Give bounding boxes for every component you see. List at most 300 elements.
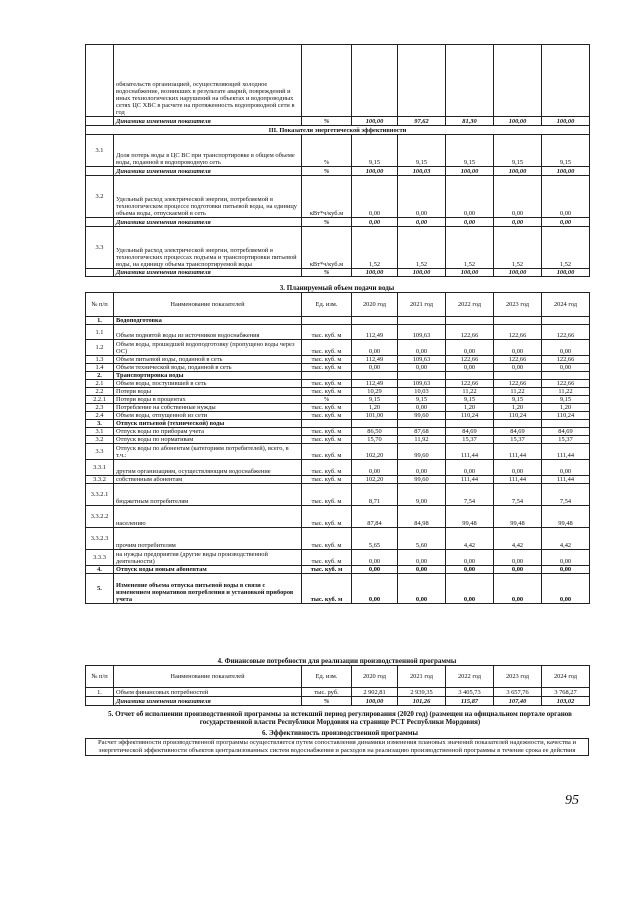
value-2023: 3 657,76	[494, 688, 542, 697]
row-number: 3.	[86, 420, 114, 428]
row-unit: тыс. куб. м	[302, 574, 352, 604]
row-name: Отпуск воды по абонентам (категориям потребителей), всего, в т.ч.:	[114, 444, 302, 460]
col-unit-header: Ед. изм.	[302, 293, 352, 317]
value-2021: 100,00	[398, 269, 446, 277]
section5-title: 5. Отчет об исполнении производственной программы за истекший период регулирования (2020 год) (размещен на официальном портале органов государственной власти Республики Мордовия на странице РСТ Республики Мордовия)	[108, 710, 572, 726]
value-2021: 9,15	[398, 135, 446, 167]
indicators-table-continued	[85, 44, 590, 277]
row-unit: %	[302, 117, 352, 126]
row-number: 3.2	[86, 176, 114, 218]
value-2020: 5,65	[352, 528, 398, 550]
value-2024: 99,48	[542, 506, 590, 528]
row-name: Объем поднятой воды из источников водоснабжения	[114, 325, 302, 340]
value-2022: 0,00	[446, 550, 494, 566]
value-2021: 2 939,35	[398, 688, 446, 697]
value-2020: 15,70	[352, 436, 398, 444]
col-2022-header: 2022 год	[446, 293, 494, 317]
value-2023: 0,00	[494, 218, 542, 227]
table-row	[86, 436, 590, 444]
value-2020: 0,00	[352, 340, 398, 356]
value-2024: 111,44	[542, 476, 590, 484]
row-name: другим организациям, осуществляющим водоснабжение	[114, 460, 302, 476]
value-2021: 0,00	[398, 340, 446, 356]
value-2023: 100,00	[494, 167, 542, 176]
value-2020: 0,00	[352, 566, 398, 574]
col-2020-header: 2020 год	[352, 293, 398, 317]
row-number: 2.2	[86, 388, 114, 396]
row-name: Доля потерь воды в ЦС ВС при транспортировке в общем объеме воды, поданной в водопроводную сеть	[114, 135, 302, 167]
value-2022: 9,15	[446, 135, 494, 167]
table-row	[86, 372, 590, 380]
row-unit: кВт*ч/куб.м	[302, 176, 352, 218]
value-2022: 0,00	[446, 460, 494, 476]
value-2024: 122,66	[542, 356, 590, 364]
value-2022: 0,00	[446, 364, 494, 372]
value-2020: 100,00	[352, 117, 398, 126]
value-2024: 0,00	[542, 550, 590, 566]
table-row	[86, 550, 590, 566]
value-2023: 0,00	[494, 460, 542, 476]
table-row	[86, 269, 590, 277]
value-2020: 87,84	[352, 506, 398, 528]
value-2020: 10,29	[352, 388, 398, 396]
table-row	[86, 484, 590, 506]
value-2024	[542, 317, 590, 325]
value-2020: 0,00	[352, 550, 398, 566]
row-name: Объем технической воды, поданной в сеть	[114, 364, 302, 372]
value-2021	[398, 45, 446, 117]
value-2020: 100,00	[352, 269, 398, 277]
table-row	[86, 528, 590, 550]
row-name: Динамика изменения показателя	[114, 167, 302, 176]
col-2022-header: 2022 год	[446, 666, 494, 688]
row-number: 3.1	[86, 135, 114, 167]
row-name: Динамика изменения показателя	[114, 218, 302, 227]
row-number	[86, 218, 114, 227]
row-unit: тыс. куб. м	[302, 380, 352, 388]
col-2021-header: 2021 год	[398, 293, 446, 317]
row-unit: тыс. куб. м	[302, 364, 352, 372]
row-unit	[302, 420, 352, 428]
row-name: Отпуск воды по приборам учета	[114, 428, 302, 436]
value-2020	[352, 420, 398, 428]
table-row	[86, 460, 590, 476]
row-name: Удельный расход электрической энергии, потребляемой в технологическом процессе подготовки питьевой воды, на единицу объема воды, отпускаемой в сеть	[114, 176, 302, 218]
value-2023: 122,66	[494, 325, 542, 340]
value-2021	[398, 317, 446, 325]
col-num-header: № п/п	[86, 666, 114, 688]
value-2024: 122,66	[542, 380, 590, 388]
value-2022: 84,69	[446, 428, 494, 436]
row-number: 2.2.1	[86, 396, 114, 404]
table-row	[86, 412, 590, 420]
row-name: Потери воды в процентах	[114, 396, 302, 404]
row-unit: тыс. куб. м	[302, 506, 352, 528]
row-unit: тыс. куб. м	[302, 550, 352, 566]
value-2021: 0,00	[398, 460, 446, 476]
value-2020: 102,20	[352, 476, 398, 484]
table-row	[86, 356, 590, 364]
row-unit: тыс. куб. м	[302, 476, 352, 484]
value-2020: 112,49	[352, 356, 398, 364]
table-row	[86, 404, 590, 412]
value-2024: 0,00	[542, 364, 590, 372]
value-2024: 3 768,27	[542, 688, 590, 697]
value-2023: 0,00	[494, 574, 542, 604]
value-2020: 101,00	[352, 412, 398, 420]
col-2023-header: 2023 год	[494, 666, 542, 688]
value-2020: 86,50	[352, 428, 398, 436]
value-2023: 9,15	[494, 135, 542, 167]
row-name: Отпуск питьевой (технической) воды	[114, 420, 302, 428]
table-row	[86, 45, 590, 117]
table-row	[86, 227, 590, 269]
value-2021: 0,00	[398, 364, 446, 372]
row-name: обязательств организацией, осуществляющей холодное водоснабжение, возникших в результате аварий, повреждений и иных технологических нарушений на объектах и водопроводных сетях ЦС ХВС в расчете на протяженность водопроводной сети в год	[114, 45, 302, 117]
value-2022	[446, 372, 494, 380]
table-row	[86, 135, 590, 167]
water-supply-volume-table	[85, 292, 590, 604]
value-2022: 1,52	[446, 227, 494, 269]
row-unit	[302, 372, 352, 380]
table-row	[86, 506, 590, 528]
value-2023: 0,00	[494, 364, 542, 372]
table-row	[86, 325, 590, 340]
table-row	[86, 218, 590, 227]
value-2021: 109,63	[398, 380, 446, 388]
row-unit: тыс. куб. м	[302, 444, 352, 460]
row-name: Динамика изменения показателя	[114, 269, 302, 277]
value-2024: 4,42	[542, 528, 590, 550]
row-name: Объем воды, поступившей в сеть	[114, 380, 302, 388]
value-2021: 11,92	[398, 436, 446, 444]
col-2024-header: 2024 год	[542, 293, 590, 317]
value-2020: 0,00	[352, 176, 398, 218]
value-2020: 1,20	[352, 404, 398, 412]
value-2021: 10,03	[398, 388, 446, 396]
row-number: 3.3.3	[86, 550, 114, 566]
table-row	[86, 697, 590, 706]
row-number: 3.3.2	[86, 476, 114, 484]
value-2024: 1,20	[542, 404, 590, 412]
value-2022: 0,00	[446, 218, 494, 227]
value-2021: 0,00	[398, 550, 446, 566]
value-2024: 0,00	[542, 574, 590, 604]
col-2023-header: 2023 год	[494, 293, 542, 317]
row-name: Отпуск воды новым абонентам	[114, 566, 302, 574]
table-row	[86, 420, 590, 428]
value-2023: 111,44	[494, 476, 542, 484]
row-number: 3.3	[86, 444, 114, 460]
table-row	[86, 444, 590, 460]
value-2021: 0,00	[398, 404, 446, 412]
row-name: Динамика изменения показателя	[114, 697, 302, 706]
value-2021: 9,00	[398, 484, 446, 506]
value-2022: 115,87	[446, 697, 494, 706]
value-2022: 3 405,73	[446, 688, 494, 697]
value-2021: 5,60	[398, 528, 446, 550]
value-2024	[542, 45, 590, 117]
value-2020: 0,00	[352, 218, 398, 227]
row-unit	[302, 317, 352, 325]
value-2020	[352, 372, 398, 380]
row-unit: %	[302, 167, 352, 176]
row-unit: тыс. руб.	[302, 688, 352, 697]
table-row	[86, 380, 590, 388]
row-number: 3.3.2.2	[86, 506, 114, 528]
row-number	[86, 697, 114, 706]
row-number: 1.1	[86, 325, 114, 340]
value-2024: 100,00	[542, 117, 590, 126]
table-row	[86, 317, 590, 325]
value-2020: 2 902,81	[352, 688, 398, 697]
row-unit: %	[302, 218, 352, 227]
row-number: 5.	[86, 574, 114, 604]
row-name: населению	[114, 506, 302, 528]
value-2023: 0,00	[494, 176, 542, 218]
row-number: 1.	[86, 317, 114, 325]
row-unit: %	[302, 135, 352, 167]
section-heading: III. Показатели энергетической эффективности	[86, 126, 590, 135]
row-number: 3.3.2.3	[86, 528, 114, 550]
row-name: Водоподготовка	[114, 317, 302, 325]
value-2020: 0,00	[352, 460, 398, 476]
value-2024: 0,00	[542, 566, 590, 574]
col-name-header: Наименование показателей	[114, 666, 302, 688]
value-2022: 122,66	[446, 380, 494, 388]
value-2024	[542, 420, 590, 428]
value-2021: 0,00	[398, 218, 446, 227]
section-row	[86, 126, 590, 135]
value-2021: 9,15	[398, 396, 446, 404]
row-name: прочим потребителям	[114, 528, 302, 550]
value-2022	[446, 420, 494, 428]
value-2021: 99,60	[398, 412, 446, 420]
value-2024: 9,15	[542, 396, 590, 404]
row-unit: кВт*ч/куб.м	[302, 227, 352, 269]
row-unit: тыс. куб. м	[302, 412, 352, 420]
value-2023: 111,44	[494, 444, 542, 460]
value-2021: 0,00	[398, 566, 446, 574]
value-2023	[494, 372, 542, 380]
value-2023: 9,15	[494, 396, 542, 404]
row-unit: тыс. куб. м	[302, 460, 352, 476]
value-2024: 122,66	[542, 325, 590, 340]
value-2021: 99,60	[398, 476, 446, 484]
value-2023: 110,24	[494, 412, 542, 420]
value-2022: 111,44	[446, 476, 494, 484]
value-2021: 109,63	[398, 356, 446, 364]
value-2022: 4,42	[446, 528, 494, 550]
row-unit: тыс. куб. м	[302, 325, 352, 340]
row-name: Потери воды	[114, 388, 302, 396]
table-row	[86, 566, 590, 574]
value-2024: 9,15	[542, 135, 590, 167]
row-number: 3.3.2.1	[86, 484, 114, 506]
value-2024: 100,00	[542, 167, 590, 176]
value-2022: 111,44	[446, 444, 494, 460]
value-2020: 9,15	[352, 396, 398, 404]
section3-title: 3. Планируемый объем подачи воды	[279, 284, 395, 292]
col-name-header: Наименование показателей	[114, 293, 302, 317]
row-number: 2.3	[86, 404, 114, 412]
row-number: 1.	[86, 688, 114, 697]
value-2023: 122,66	[494, 380, 542, 388]
row-number: 1.2	[86, 340, 114, 356]
value-2024	[542, 372, 590, 380]
col-unit-header: Ед. изм.	[302, 666, 352, 688]
value-2020: 1,52	[352, 227, 398, 269]
value-2023: 4,42	[494, 528, 542, 550]
row-number	[86, 45, 114, 117]
value-2022: 100,00	[446, 269, 494, 277]
col-2024-header: 2024 год	[542, 666, 590, 688]
row-unit: тыс. куб. м	[302, 566, 352, 574]
value-2020: 112,49	[352, 325, 398, 340]
row-name: на нужды предприятия (другие виды производственной деятельности)	[114, 550, 302, 566]
value-2022: 1,20	[446, 404, 494, 412]
col-num-header: № п/п	[86, 293, 114, 317]
value-2024: 15,37	[542, 436, 590, 444]
value-2020: 8,71	[352, 484, 398, 506]
col-2020-header: 2020 год	[352, 666, 398, 688]
value-2022: 15,37	[446, 436, 494, 444]
row-number: 3.3.1	[86, 460, 114, 476]
row-number: 2.	[86, 372, 114, 380]
table-row	[86, 574, 590, 604]
value-2023: 100,00	[494, 269, 542, 277]
value-2024: 84,69	[542, 428, 590, 436]
value-2023	[494, 420, 542, 428]
row-number: 3.2	[86, 436, 114, 444]
value-2022: 122,66	[446, 325, 494, 340]
table-row	[86, 396, 590, 404]
value-2020	[352, 317, 398, 325]
row-name: Объем питьевой воды, поданной в сеть	[114, 356, 302, 364]
value-2020: 102,20	[352, 444, 398, 460]
row-name: Потребление на собственные нужды	[114, 404, 302, 412]
row-number	[86, 269, 114, 277]
value-2020: 112,49	[352, 380, 398, 388]
table-row	[86, 428, 590, 436]
value-2024: 0,00	[542, 176, 590, 218]
row-unit: тыс. куб. м	[302, 356, 352, 364]
row-unit: тыс. куб. м	[302, 388, 352, 396]
value-2023: 0,00	[494, 566, 542, 574]
value-2021: 1,52	[398, 227, 446, 269]
row-name: Изменение объема отпуска питьевой воды в связи с изменением нормативов потребления и установкой приборов учета	[114, 574, 302, 604]
value-2023: 99,48	[494, 506, 542, 528]
value-2024: 7,54	[542, 484, 590, 506]
value-2024: 11,22	[542, 388, 590, 396]
row-name: Удельный расход электрической энергии, потребляемой в технологических процессах подъема и транспортировки питьевой воды, на единицу объема транспортируемой воды	[114, 227, 302, 269]
page-number: 95	[565, 793, 579, 808]
value-2024: 0,00	[542, 340, 590, 356]
value-2020: 9,15	[352, 135, 398, 167]
section6-text: Расчет эффективности производственной программы осуществляется путем сопоставления динамики изменения плановых значений показателей надежности, качества и энергетической эффективности объектов централизованных систем водоснабжения и расходов на реализацию производственной программы в течение срока ее действия	[85, 738, 589, 756]
row-number: 3.3	[86, 227, 114, 269]
value-2021: 97,62	[398, 117, 446, 126]
row-unit: тыс. куб. м	[302, 340, 352, 356]
value-2020: 0,00	[352, 574, 398, 604]
row-unit: %	[302, 269, 352, 277]
value-2020: 0,00	[352, 364, 398, 372]
value-2023: 0,00	[494, 550, 542, 566]
row-unit: тыс. куб. м	[302, 484, 352, 506]
table-row	[86, 688, 590, 697]
row-number	[86, 167, 114, 176]
value-2020: 100,00	[352, 167, 398, 176]
value-2023: 15,37	[494, 436, 542, 444]
row-unit: тыс. куб. м	[302, 404, 352, 412]
value-2023: 7,54	[494, 484, 542, 506]
value-2022: 99,48	[446, 506, 494, 528]
value-2023: 122,66	[494, 356, 542, 364]
value-2021	[398, 420, 446, 428]
table-row	[86, 388, 590, 396]
value-2020	[352, 45, 398, 117]
col-2021-header: 2021 год	[398, 666, 446, 688]
row-number: 4.	[86, 566, 114, 574]
row-unit: %	[302, 396, 352, 404]
row-unit: тыс. куб. м	[302, 528, 352, 550]
value-2023: 0,00	[494, 340, 542, 356]
row-name: Объем финансовых потребностей	[114, 688, 302, 697]
row-name: собственным абонентам	[114, 476, 302, 484]
value-2021: 0,00	[398, 176, 446, 218]
table-row	[86, 176, 590, 218]
table-row	[86, 167, 590, 176]
row-unit: тыс. куб. м	[302, 428, 352, 436]
value-2024: 0,00	[542, 218, 590, 227]
table-row	[86, 364, 590, 372]
value-2021: 100,03	[398, 167, 446, 176]
row-number: 2.1	[86, 380, 114, 388]
value-2022: 122,66	[446, 356, 494, 364]
financial-needs-table	[85, 665, 590, 706]
table-row	[86, 476, 590, 484]
value-2024: 111,44	[542, 444, 590, 460]
value-2024: 103,02	[542, 697, 590, 706]
row-name: Транспортировка воды	[114, 372, 302, 380]
row-number: 1.4	[86, 364, 114, 372]
row-unit	[302, 45, 352, 117]
row-name: Отпуск воды по нормативам	[114, 436, 302, 444]
value-2023: 1,20	[494, 404, 542, 412]
value-2021: 0,00	[398, 574, 446, 604]
table-row	[86, 340, 590, 356]
value-2022: 7,54	[446, 484, 494, 506]
value-2021: 109,63	[398, 325, 446, 340]
value-2023: 1,52	[494, 227, 542, 269]
value-2021	[398, 372, 446, 380]
value-2023: 11,22	[494, 388, 542, 396]
value-2023	[494, 45, 542, 117]
row-name: Объем воды, отпущенной из сети	[114, 412, 302, 420]
row-number: 1.3	[86, 356, 114, 364]
value-2022: 0,00	[446, 340, 494, 356]
row-name: бюджетным потребителям	[114, 484, 302, 506]
section6-title: 6. Эффективность производственной программы	[262, 729, 418, 737]
value-2023: 100,00	[494, 117, 542, 126]
value-2022: 100,00	[446, 167, 494, 176]
value-2022: 110,24	[446, 412, 494, 420]
section4-title: 4. Финансовые потребности для реализации производственной программы	[217, 657, 457, 665]
table-row	[86, 117, 590, 126]
value-2022	[446, 317, 494, 325]
value-2024: 100,00	[542, 269, 590, 277]
row-unit: тыс. куб. м	[302, 436, 352, 444]
